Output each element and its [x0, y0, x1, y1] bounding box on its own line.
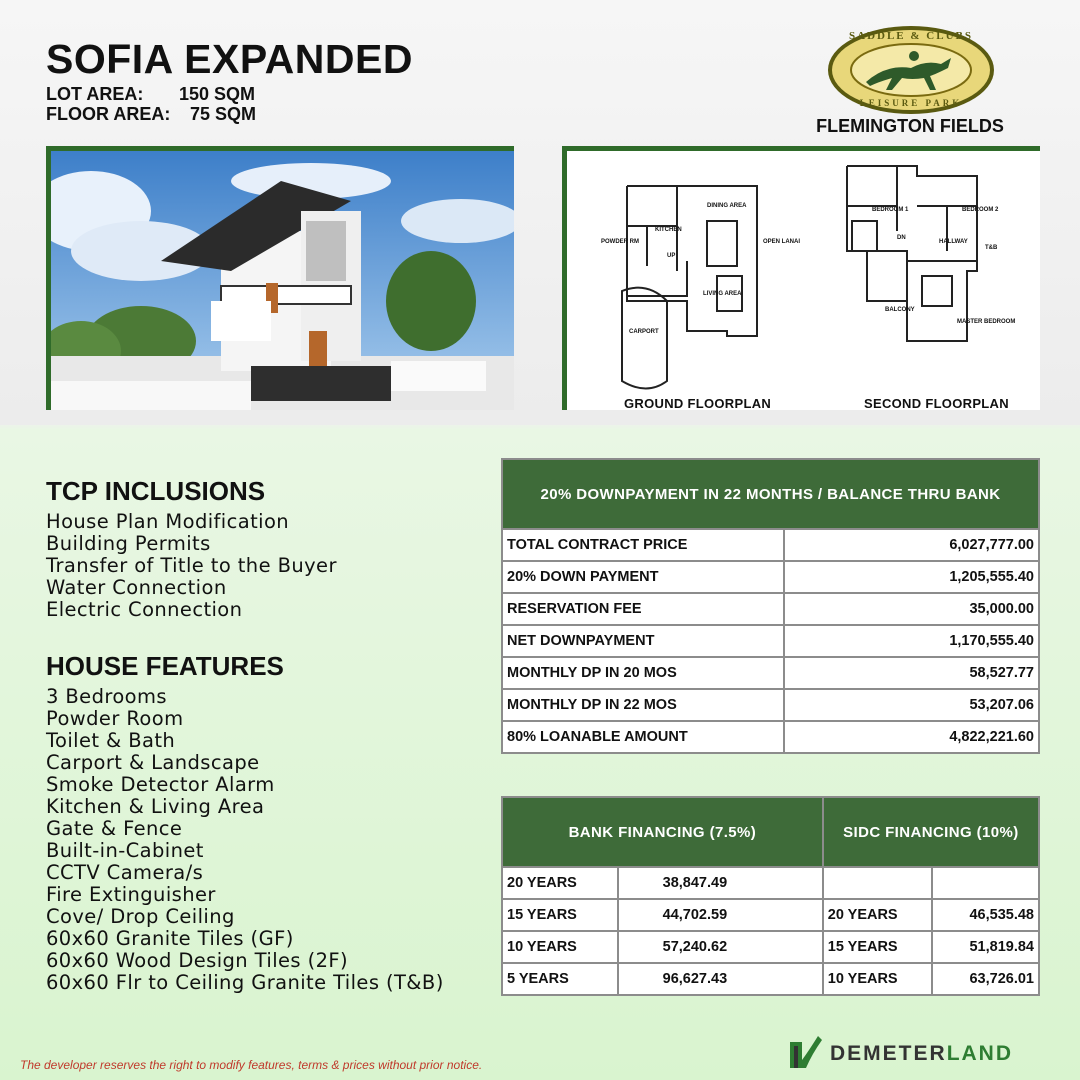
list-item: Building Permits [46, 532, 211, 555]
table-row [502, 625, 1039, 657]
list-item: Electric Connection [46, 598, 243, 621]
payment-value: 6,027,777.00 [784, 529, 1039, 561]
table-row [502, 721, 1039, 753]
demeterland-wordmark: DEMETERLAND [830, 1042, 1014, 1065]
bank-term: 20 YEARS [502, 867, 618, 899]
lot-area-value: 150 SQM [179, 84, 256, 104]
room-label: HALLWAY [939, 239, 968, 245]
payment-value: 4,822,221.60 [784, 721, 1039, 753]
list-item: 60x60 Wood Design Tiles (2F) [46, 949, 349, 972]
sidc-term: 20 YEARS [823, 899, 933, 931]
bank-value: 44,702.59 [618, 899, 823, 931]
table-row [502, 657, 1039, 689]
floor-area-row [46, 104, 257, 125]
bank-financing-header: BANK FINANCING (7.5%) [502, 797, 823, 867]
list-item: Gate & Fence [46, 817, 183, 840]
table-row [502, 689, 1039, 721]
disclaimer-text: The developer reserves the right to modify features, terms & prices without prior notice. [20, 1058, 483, 1072]
floor-area-label: FLOOR AREA: [46, 104, 171, 124]
list-item: Smoke Detector Alarm [46, 773, 275, 796]
list-item: Carport & Landscape [46, 751, 260, 774]
sidc-value: 51,819.84 [932, 931, 1039, 963]
bank-value: 57,240.62 [618, 931, 823, 963]
table-row [502, 963, 1039, 995]
bank-term: 15 YEARS [502, 899, 618, 931]
bank-value: 96,627.43 [618, 963, 823, 995]
brand-subtitle: FLEMINGTON FIELDS [816, 116, 1004, 136]
logo-bottom-text: LEISURE PARK [859, 98, 963, 108]
page-title: SOFIA EXPANDED [46, 36, 413, 82]
bank-term: 5 YEARS [502, 963, 618, 995]
room-label: OPEN LANAI [763, 239, 801, 245]
room-label: DINING AREA [707, 203, 747, 209]
lot-area-label: LOT AREA: [46, 84, 144, 104]
sidc-value: 46,535.48 [932, 899, 1039, 931]
table-row [502, 593, 1039, 625]
floorplans-panel [562, 146, 1040, 410]
payment-value: 1,170,555.40 [784, 625, 1039, 657]
payment-table [501, 458, 1040, 754]
demeterland-logo [786, 1032, 1036, 1072]
payment-label: 80% LOANABLE AMOUNT [502, 721, 784, 753]
room-label: T&B [985, 245, 998, 251]
saddle-clubs-logo [826, 24, 996, 116]
table-row [502, 899, 1039, 931]
sidc-value [932, 867, 1039, 899]
table-row [502, 867, 1039, 899]
payment-label: 20% DOWN PAYMENT [502, 561, 784, 593]
room-label: LIVING AREA [703, 291, 742, 297]
room-label: MASTER BEDROOM [957, 319, 1016, 325]
house-rendering-image [46, 146, 514, 410]
sidc-term [823, 867, 933, 899]
bank-term: 10 YEARS [502, 931, 618, 963]
lot-area-row [46, 84, 256, 105]
payment-value: 58,527.77 [784, 657, 1039, 689]
second-floorplan-label: SECOND FLOORPLAN [864, 396, 1009, 410]
room-label: CARPORT [629, 329, 659, 335]
list-item: 3 Bedrooms [46, 685, 167, 708]
room-label: BEDROOM 2 [962, 207, 999, 213]
payment-label: MONTHLY DP IN 20 MOS [502, 657, 784, 689]
ground-floorplan-label: GROUND FLOORPLAN [624, 396, 772, 410]
sidc-term: 15 YEARS [823, 931, 933, 963]
list-item: Kitchen & Living Area [46, 795, 265, 818]
financing-table [501, 796, 1040, 996]
room-label: POWDER RM [601, 239, 639, 245]
list-item: Built-in-Cabinet [46, 839, 204, 862]
list-item: Transfer of Title to the Buyer [46, 554, 337, 577]
features-list [46, 686, 444, 994]
payment-label: NET DOWNPAYMENT [502, 625, 784, 657]
bank-value: 38,847.49 [618, 867, 823, 899]
list-item: CCTV Camera/s [46, 861, 204, 884]
list-item: Powder Room [46, 707, 184, 730]
list-item: House Plan Modification [46, 510, 290, 533]
sidc-value: 63,726.01 [932, 963, 1039, 995]
list-item: Water Connection [46, 576, 227, 599]
list-item: 60x60 Granite Tiles (GF) [46, 927, 294, 950]
room-label: DN [897, 235, 906, 241]
payment-value: 35,000.00 [784, 593, 1039, 625]
inclusions-list [46, 511, 337, 621]
demeterland-icon [786, 1032, 826, 1072]
floor-area-value: 75 SQM [190, 104, 257, 124]
inclusions-heading: TCP INCLUSIONS [46, 476, 266, 506]
payment-label: MONTHLY DP IN 22 MOS [502, 689, 784, 721]
list-item: 60x60 Flr to Ceiling Granite Tiles (T&B) [46, 971, 444, 994]
payment-label: RESERVATION FEE [502, 593, 784, 625]
list-item: Fire Extinguisher [46, 883, 216, 906]
room-label: UP [667, 253, 676, 259]
table-row [502, 931, 1039, 963]
list-item: Cove/ Drop Ceiling [46, 905, 235, 928]
list-item: Toilet & Bath [46, 729, 176, 752]
table-row [502, 561, 1039, 593]
sidc-term: 10 YEARS [823, 963, 933, 995]
room-label: KITCHEN [655, 227, 682, 233]
payment-value: 1,205,555.40 [784, 561, 1039, 593]
sidc-financing-header: SIDC FINANCING (10%) [823, 797, 1039, 867]
table-row [502, 529, 1039, 561]
payment-label: TOTAL CONTRACT PRICE [502, 529, 784, 561]
features-heading: HOUSE FEATURES [46, 651, 284, 681]
logo-top-text: SADDLE & CLUBS [849, 30, 973, 42]
room-label: BEDROOM 1 [872, 207, 909, 213]
floorplan-drawings [567, 151, 1040, 410]
payment-table-header: 20% DOWNPAYMENT IN 22 MONTHS / BALANCE THRU BANK [502, 459, 1039, 529]
room-label: BALCONY [885, 307, 915, 313]
payment-value: 53,207.06 [784, 689, 1039, 721]
